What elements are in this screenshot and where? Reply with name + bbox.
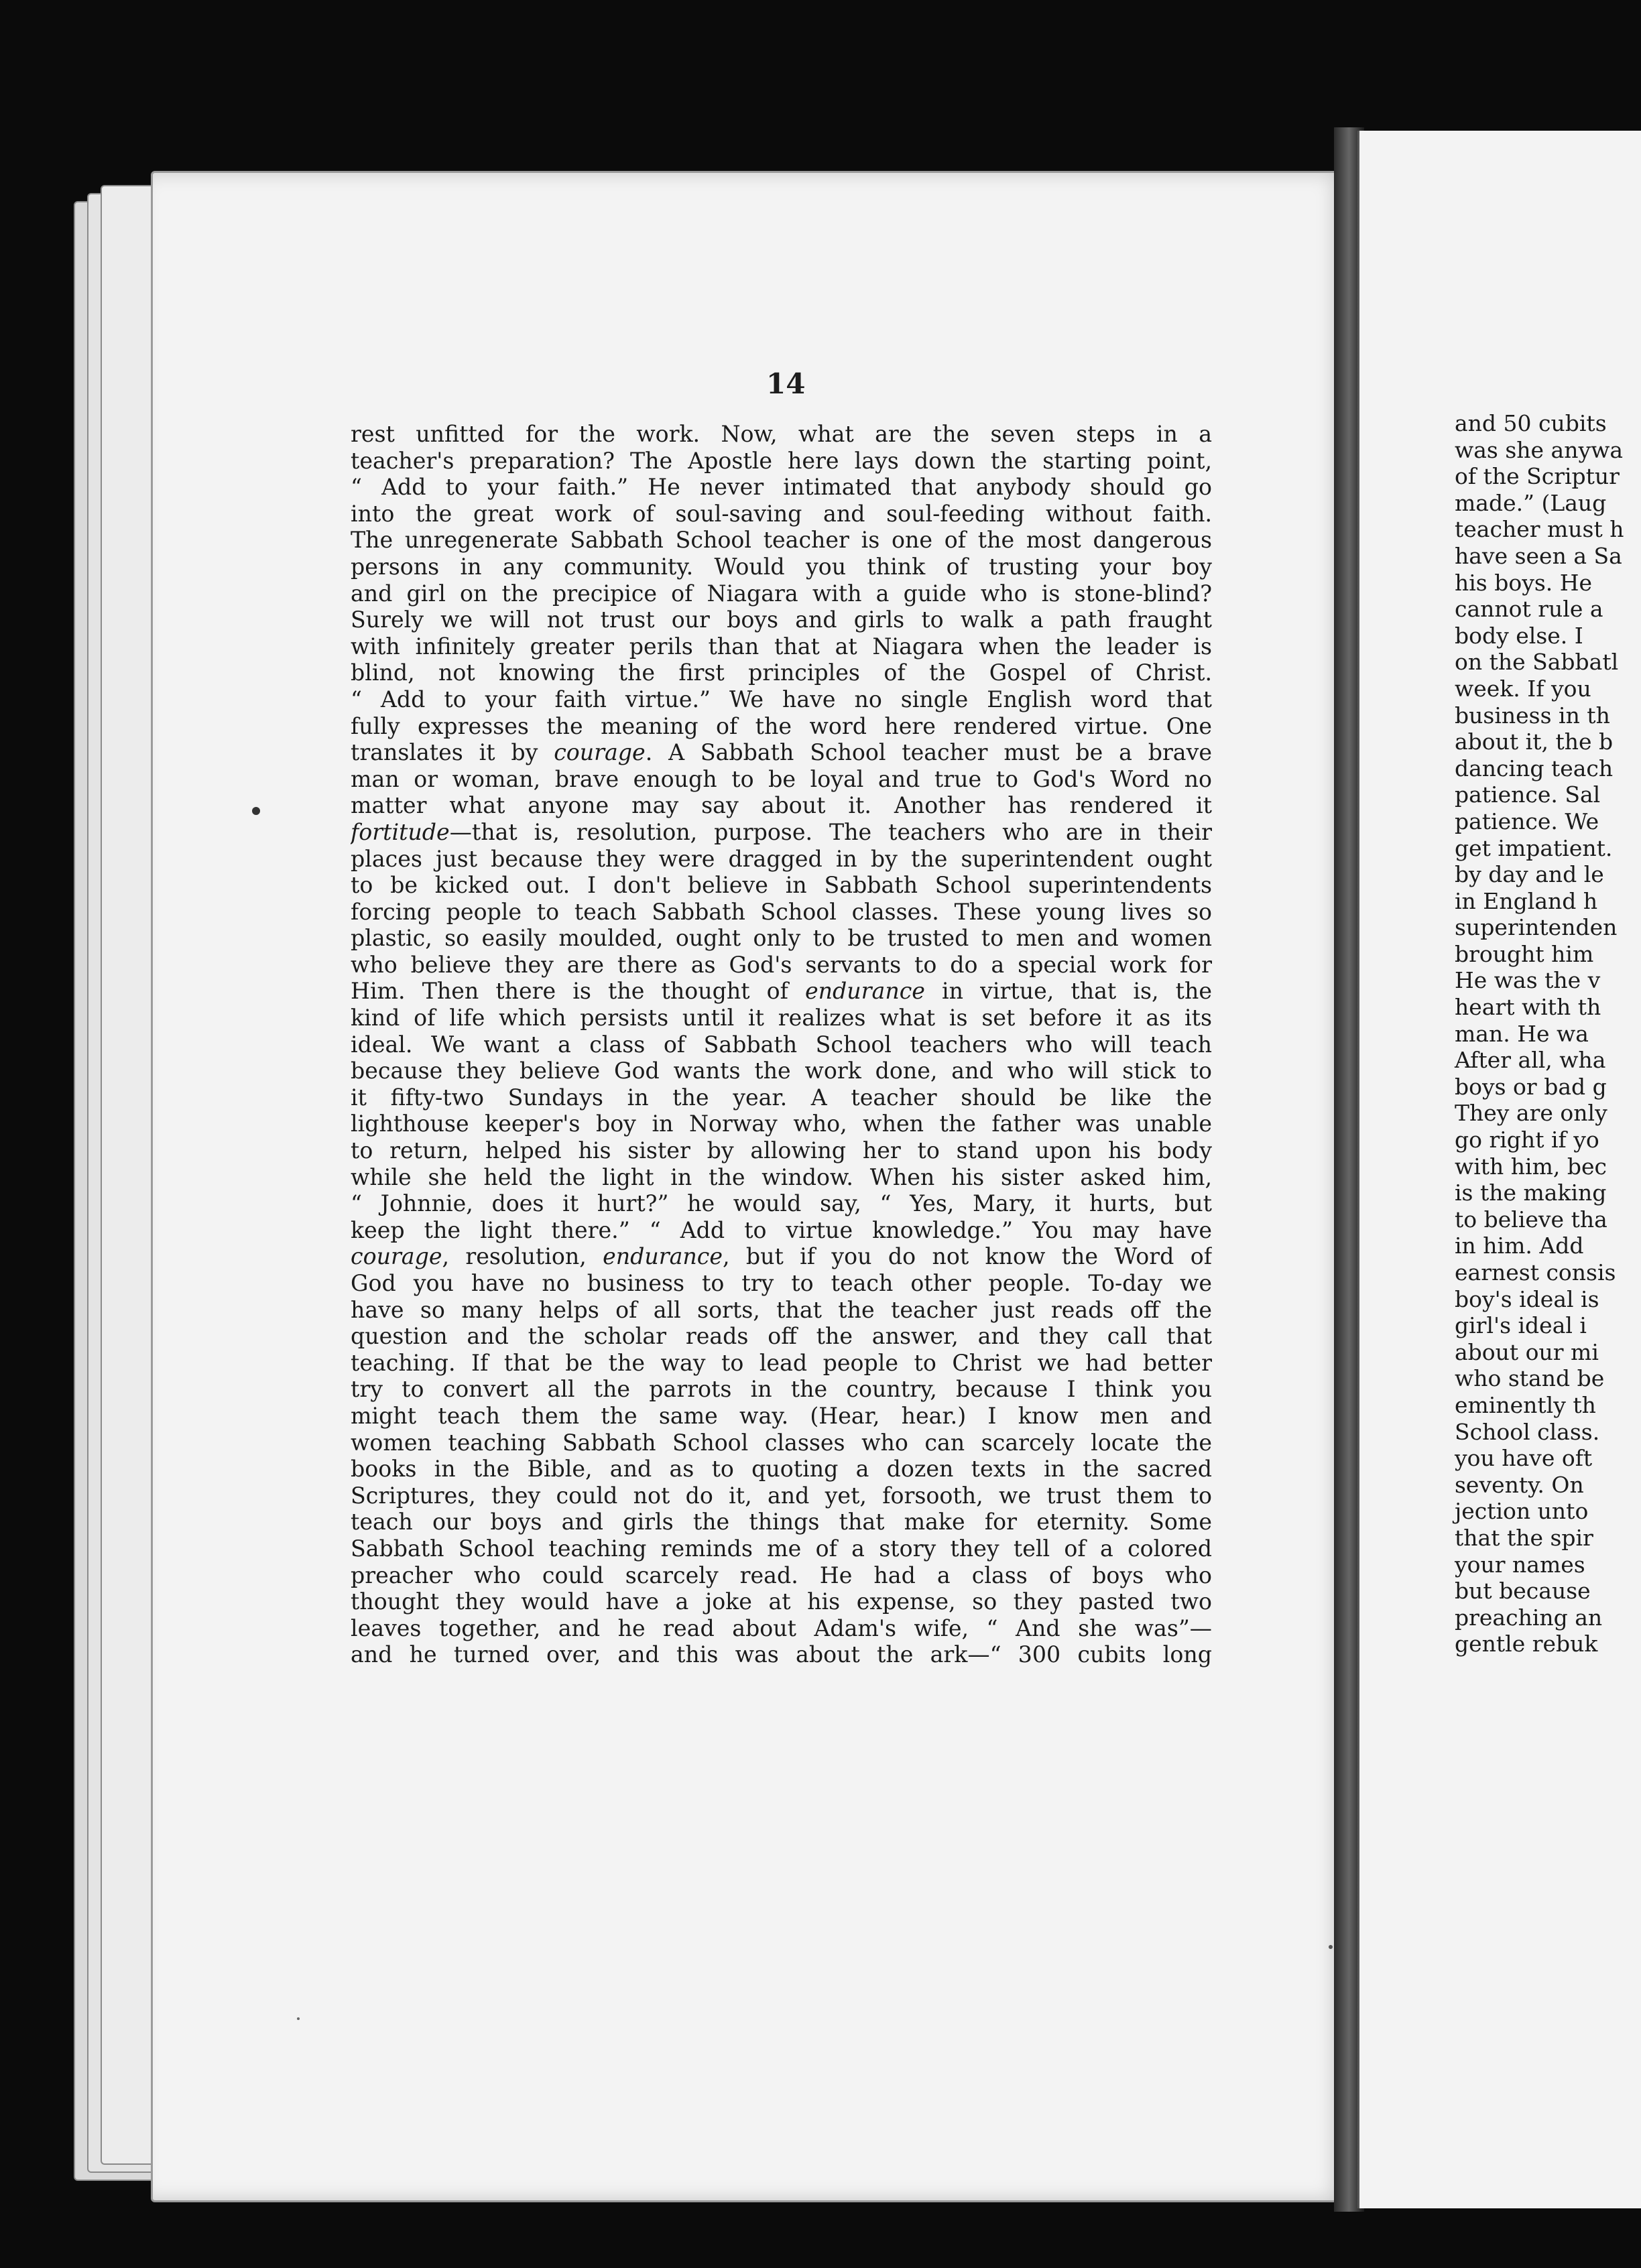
text-line: about our mi: [1455, 1338, 1599, 1365]
text-line: you have oft: [1455, 1445, 1593, 1472]
text-line: question and the scholar reads off the answer, and they call that: [351, 1323, 1212, 1350]
text-line: it fifty-two Sundays in the year. A teacher should be like the: [351, 1084, 1212, 1111]
text-line: his boys. He: [1455, 569, 1593, 596]
text-line: Him. Then there is the thought of endurance in virtue, that is, the: [351, 978, 1212, 1005]
text-line: that the spir: [1455, 1524, 1593, 1551]
text-line: forcing people to teach Sabbath School classes. These young lives so: [351, 898, 1212, 925]
text-line: into the great work of soul-saving and soul-feeding without faith.: [351, 500, 1212, 527]
text-line: and he turned over, and this was about the ark—“ 300 cubits long: [351, 1641, 1212, 1668]
text-line: Surely we will not trust our boys and girls to walk a path fraught: [351, 607, 1212, 633]
text-line: “ Johnnie, does it hurt?” he would say, “ Yes, Mary, it hurts, but: [351, 1190, 1212, 1217]
text-line: teacher's preparation? The Apostle here lays down the starting point,: [351, 447, 1212, 474]
text-line: girl's ideal i: [1455, 1312, 1587, 1339]
text-line: in him. Add: [1455, 1233, 1584, 1259]
text-line: translates it by courage. A Sabbath School teacher must be a brave: [351, 739, 1212, 766]
text-line: heart with th: [1455, 994, 1601, 1021]
text-line: teach our boys and girls the things that make for eternity. Some: [351, 1509, 1212, 1535]
text-line: “ Add to your faith virtue.” We have no single English word that: [351, 686, 1212, 712]
text-line: might teach them the same way. (Hear, hear.) I know men and: [351, 1402, 1212, 1429]
text-line: superintenden: [1455, 914, 1618, 941]
text-line: matter what anyone may say about it. Another has rendered it: [351, 792, 1212, 819]
text-line: dancing teach: [1455, 755, 1614, 781]
text-line: They are only: [1455, 1100, 1607, 1127]
text-line: to return, helped his sister by allowing her to stand upon his body: [351, 1137, 1212, 1164]
text-line: teaching. If that be the way to lead people to Christ we had better: [351, 1349, 1212, 1376]
text-line: have seen a Sa: [1455, 542, 1622, 569]
text-line: preacher who could scarcely read. He had a class of boys who: [351, 1562, 1212, 1588]
text-line: is the making: [1455, 1180, 1607, 1206]
text-line: eminently th: [1455, 1391, 1596, 1418]
text-line: persons in any community. Would you think of trusting your boy: [351, 553, 1212, 580]
text-line: while she held the light in the window. When his sister asked him,: [351, 1163, 1212, 1190]
text-line: made.” (Laug: [1455, 489, 1607, 516]
text-line: lighthouse keeper's boy in Norway who, when the father was unable: [351, 1111, 1212, 1137]
text-line: keep the light there.” “ Add to virtue knowledge.” You may have: [351, 1216, 1212, 1243]
text-line: man. He wa: [1455, 1020, 1589, 1047]
text-line: on the Sabbatl: [1455, 649, 1619, 676]
text-line: jection unto: [1455, 1498, 1589, 1525]
text-line: your names: [1455, 1551, 1585, 1578]
text-line: patience. Sal: [1455, 781, 1601, 808]
text-line: who stand be: [1455, 1365, 1605, 1392]
text-line: to believe tha: [1455, 1206, 1607, 1233]
text-line: have so many helps of all sorts, that the teacher just reads off the: [351, 1296, 1212, 1323]
text-line: of the Scriptur: [1455, 463, 1620, 490]
text-line: about it, the b: [1455, 729, 1614, 755]
text-line: plastic, so easily moulded, ought only to be trusted to men and women: [351, 925, 1212, 952]
text-line: week. If you: [1455, 675, 1591, 702]
text-line: “ Add to your faith.” He never intimated that anybody should go: [351, 474, 1212, 501]
text-line: places just because they were dragged in by the superintendent ought: [351, 845, 1212, 872]
text-line: earnest consis: [1455, 1259, 1616, 1285]
text-line: Sabbath School teaching reminds me of a story they tell of a colored: [351, 1535, 1212, 1562]
text-line: women teaching Sabbath School classes who can scarcely locate the: [351, 1429, 1212, 1456]
text-line: seventy. On: [1455, 1471, 1584, 1498]
text-line: gentle rebuk: [1455, 1631, 1598, 1657]
text-line: patience. We: [1455, 808, 1599, 834]
text-line: fully expresses the meaning of the word here rendered virtue. One: [351, 712, 1212, 739]
text-line: business in th: [1455, 702, 1610, 729]
text-line: who believe they are there as God's servants to do a special work for: [351, 951, 1212, 978]
text-line: was she anywa: [1455, 436, 1624, 463]
right-page-body-text: [1455, 410, 1641, 1657]
text-line: with him, bec: [1455, 1153, 1607, 1180]
text-line: books in the Bible, and as to quoting a dozen texts in the sacred: [351, 1456, 1212, 1483]
text-line: After all, wha: [1455, 1047, 1606, 1074]
text-line: because they believe God wants the work done, and who will stick to: [351, 1058, 1212, 1084]
text-line: preaching an: [1455, 1604, 1603, 1631]
text-line: boys or bad g: [1455, 1073, 1607, 1100]
text-line: leaves together, and he read about Adam's wife, “ And she was”—: [351, 1615, 1212, 1641]
left-page-body-text: [351, 421, 1212, 1668]
text-line: and 50 cubits: [1455, 410, 1607, 436]
text-line: try to convert all the parrots in the country, because I think you: [351, 1376, 1212, 1403]
text-line: get impatient.: [1455, 834, 1613, 861]
text-line: The unregenerate Sabbath School teacher is one of the most dangerous: [351, 527, 1212, 554]
text-line: but because: [1455, 1578, 1591, 1604]
text-line: fortitude—that is, resolution, purpose. The teachers who are in their: [351, 818, 1212, 845]
text-line: boy's ideal is: [1455, 1285, 1599, 1312]
text-line: and girl on the precipice of Niagara with a guide who is stone-blind?: [351, 580, 1212, 607]
text-line: teacher must h: [1455, 516, 1624, 543]
text-line: go right if yo: [1455, 1127, 1599, 1153]
text-line: God you have no business to try to teach other people. To-day we: [351, 1270, 1212, 1296]
text-line: cannot rule a: [1455, 596, 1603, 623]
text-line: rest unfitted for the work. Now, what are the seven steps in a: [351, 421, 1212, 447]
text-line: blind, not knowing the first principles of the Gospel of Christ.: [351, 659, 1212, 686]
text-line: body else. I: [1455, 622, 1583, 649]
text-line: kind of life which persists until it realizes what is set before it as its: [351, 1005, 1212, 1031]
text-line: Scriptures, they could not do it, and yet, forsooth, we trust them to: [351, 1482, 1212, 1509]
text-line: man or woman, brave enough to be loyal and true to God's Word no: [351, 765, 1212, 792]
text-line: to be kicked out. I don't believe in Sabbath School superintendents: [351, 872, 1212, 899]
page-number: 14: [766, 367, 806, 400]
text-line: He was the v: [1455, 967, 1601, 994]
text-line: ideal. We want a class of Sabbath School teachers who will teach: [351, 1031, 1212, 1058]
text-line: in England h: [1455, 887, 1598, 914]
text-line: School class.: [1455, 1418, 1600, 1445]
text-line: by day and le: [1455, 861, 1604, 888]
text-line: brought him: [1455, 940, 1594, 967]
text-line: courage, resolution, endurance, but if you do not know the Word of: [351, 1243, 1212, 1270]
text-line: thought they would have a joke at his expense, so they pasted two: [351, 1588, 1212, 1615]
text-line: with infinitely greater perils than that at Niagara when the leader is: [351, 633, 1212, 659]
